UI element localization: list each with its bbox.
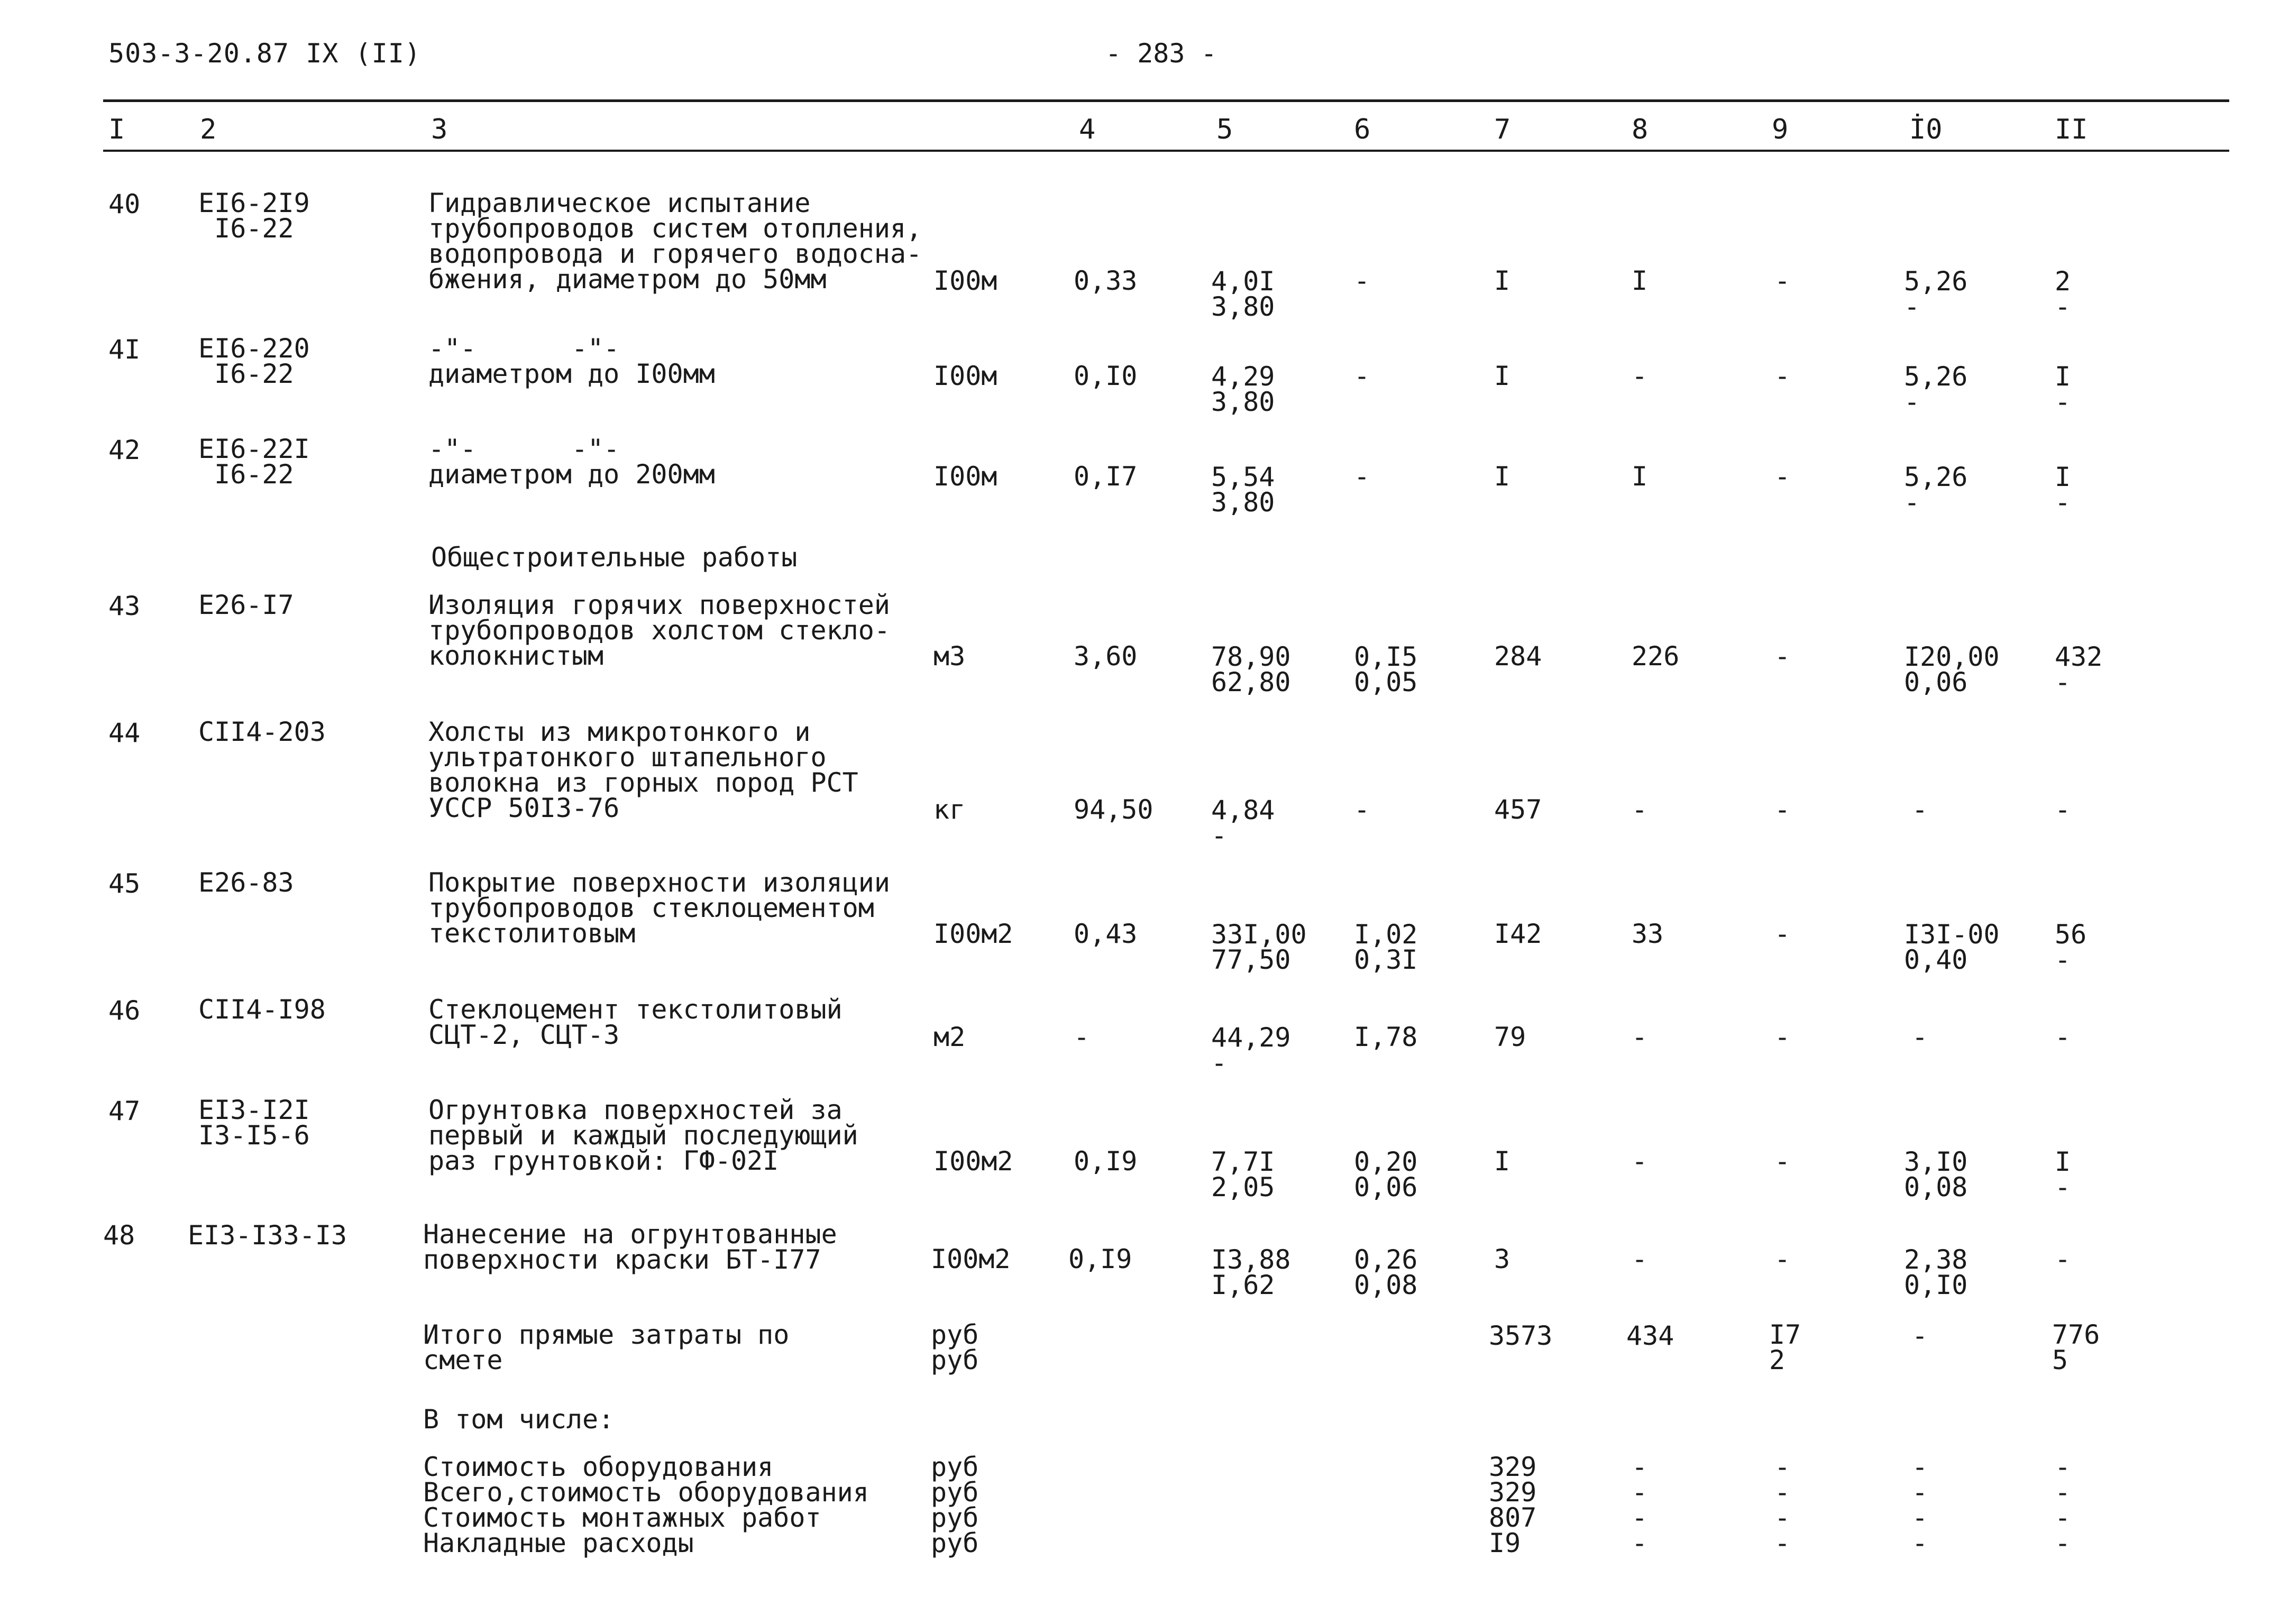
col-10: I20,00 0,06 <box>1904 641 2000 698</box>
col-8: I <box>1632 461 1648 492</box>
col-7: 284 <box>1494 641 1542 672</box>
unit-cost: I3,88 I,62 <box>1211 1244 1291 1300</box>
col-10: 5,26 - <box>1904 462 1968 518</box>
col-9: - <box>1774 794 1791 825</box>
quantity: 0,I0 <box>1074 361 1138 391</box>
col-9: - <box>1774 1146 1791 1177</box>
col-7: I <box>1494 265 1510 296</box>
totals-col-10: - <box>1912 1320 1928 1351</box>
rate-code: EI6-220 I6-22 <box>198 333 310 389</box>
col-7: I42 <box>1494 919 1542 949</box>
col-9: - <box>1774 361 1791 391</box>
breakdown-col-7: 329 329 807 I9 <box>1489 1452 1537 1558</box>
col-11: I - <box>2055 1146 2071 1203</box>
work-description: Холсты из микротонкого и ультратонкого штапельного волокна из горных пород РСТ УССР 50I3-76 <box>428 717 858 823</box>
col-9: - <box>1774 1244 1791 1274</box>
quantity: 0,43 <box>1074 919 1138 949</box>
breakdown-units: руб руб руб руб <box>931 1452 979 1558</box>
unit-cost: 78,90 62,80 <box>1211 641 1291 698</box>
col-11: - <box>2055 794 2071 825</box>
quantity: 0,I7 <box>1074 461 1138 492</box>
col-7: 79 <box>1494 1022 1526 1052</box>
col-10: - <box>1912 1022 1928 1052</box>
col-6: 0,I5 0,05 <box>1354 641 1418 698</box>
col-6: - <box>1354 361 1370 391</box>
column-header: 9 <box>1772 114 1789 145</box>
totals-col-7: 3573 <box>1489 1320 1553 1351</box>
col-6: - <box>1354 265 1370 296</box>
rate-code: CII4-I98 <box>198 994 326 1025</box>
col-9: - <box>1774 919 1791 949</box>
col-8: - <box>1632 1022 1648 1052</box>
quantity: 3,60 <box>1074 641 1138 672</box>
rate-code: E26-83 <box>198 867 294 898</box>
col-10: 2,38 0,I0 <box>1904 1244 1968 1300</box>
col-10: I3I-00 0,40 <box>1904 919 2000 975</box>
column-header: I <box>108 114 125 145</box>
totals-label: Итого прямые затраты по смете <box>423 1319 790 1375</box>
col-6: 0,20 0,06 <box>1354 1146 1418 1203</box>
unit: I00м <box>933 461 997 492</box>
col-7: I <box>1494 1146 1510 1177</box>
including-label: В том числе: <box>423 1404 615 1435</box>
unit: м2 <box>933 1022 966 1052</box>
unit: I00м2 <box>933 1146 1013 1177</box>
column-header: 6 <box>1354 114 1371 145</box>
quantity: 0,I9 <box>1068 1244 1132 1274</box>
row-number: 44 <box>108 718 141 748</box>
col-10: 5,26 - <box>1904 266 1968 322</box>
quantity: 94,50 <box>1074 794 1153 825</box>
column-header: 8 <box>1632 114 1649 145</box>
row-number: 43 <box>108 591 141 621</box>
col-8: - <box>1632 1146 1648 1177</box>
col-8: - <box>1632 1244 1648 1274</box>
page-number: - 283 - <box>1105 38 1217 69</box>
breakdown-col-9: - - - - <box>1774 1452 1791 1558</box>
unit-cost: 7,7I 2,05 <box>1211 1146 1275 1203</box>
quantity: - <box>1074 1022 1090 1052</box>
row-number: 48 <box>103 1220 135 1251</box>
col-11: I - <box>2055 361 2071 417</box>
column-header: 3 <box>431 114 448 145</box>
col-11: 432 - <box>2055 641 2103 698</box>
col-11: - <box>2055 1244 2071 1274</box>
column-header: 2 <box>200 114 217 145</box>
col-11: - <box>2055 1022 2071 1052</box>
rate-code: EI6-22I I6-22 <box>198 434 310 490</box>
unit-cost: 4,84 - <box>1211 795 1275 851</box>
col-10: 5,26 - <box>1904 361 1968 417</box>
quantity: 0,I9 <box>1074 1146 1138 1177</box>
col-6: I,78 <box>1354 1022 1418 1052</box>
unit: м3 <box>933 641 966 672</box>
work-description: -"- -"- диаметром до I00мм <box>428 333 715 389</box>
column-header: 5 <box>1216 114 1233 145</box>
column-header: 7 <box>1494 114 1511 145</box>
col-8: 33 <box>1632 919 1664 949</box>
totals-col-9: I7 2 <box>1769 1319 1801 1375</box>
totals-col-8: 434 <box>1626 1320 1674 1351</box>
rate-code: EI3-I33-I3 <box>188 1220 347 1251</box>
col-6: - <box>1354 794 1370 825</box>
work-description: Гидравлическое испытание трубопроводов систем отопления, водопровода и горячего водосна- бжения, диаметром до 50мм <box>428 188 922 295</box>
col-6: I,02 0,3I <box>1354 919 1418 975</box>
unit: кг <box>933 794 966 825</box>
col-7: I <box>1494 361 1510 391</box>
column-header: II <box>2055 114 2088 145</box>
row-number: 4I <box>108 334 141 365</box>
unit: I00м2 <box>931 1244 1011 1274</box>
totals-unit: руб руб <box>931 1319 979 1375</box>
quantity: 0,33 <box>1074 265 1138 296</box>
unit-cost: 5,54 3,80 <box>1211 462 1275 518</box>
unit: I00м <box>933 361 997 391</box>
work-description: -"- -"- диаметром до 200мм <box>428 434 715 490</box>
rate-code: CII4-203 <box>198 717 326 747</box>
col-10: - <box>1912 794 1928 825</box>
col-7: 457 <box>1494 794 1542 825</box>
col-11: 2 - <box>2055 266 2071 322</box>
work-description: Огрунтовка поверхностей за первый и каждый последующий раз грунтовкой: ГФ-02I <box>428 1095 858 1176</box>
rate-code: E26-I7 <box>198 590 294 620</box>
breakdown-labels: Стоимость оборудования Всего,стоимость оборудования Стоимость монтажных работ Накладные расходы <box>423 1452 869 1558</box>
col-9: - <box>1774 265 1791 296</box>
document-code: 503-3-20.87 IX (II) <box>108 38 421 69</box>
column-header: İ0 <box>1909 114 1943 145</box>
col-8: - <box>1632 361 1648 391</box>
row-number: 46 <box>108 995 141 1026</box>
col-8: I <box>1632 265 1648 296</box>
unit: I00м2 <box>933 919 1013 949</box>
col-7: 3 <box>1494 1244 1510 1274</box>
work-description: Изоляция горячих поверхностей трубопроводов холстом стекло- колокнистым <box>428 590 890 671</box>
breakdown-col-11: - - - - <box>2055 1452 2071 1558</box>
rate-code: EI3-I2I I3-I5-6 <box>198 1095 310 1151</box>
col-8: - <box>1632 794 1648 825</box>
row-number: 40 <box>108 189 141 219</box>
column-header: 4 <box>1079 114 1096 145</box>
col-6: 0,26 0,08 <box>1354 1244 1418 1300</box>
col-11: I - <box>2055 462 2071 518</box>
totals-col-11: 776 5 <box>2052 1319 2100 1375</box>
table-top-rule <box>103 99 2229 102</box>
breakdown-col-8: - - - - <box>1632 1452 1648 1558</box>
col-10: 3,I0 0,08 <box>1904 1146 1968 1203</box>
col-9: - <box>1774 641 1791 672</box>
unit-cost: 44,29 - <box>1211 1022 1291 1078</box>
work-description: Покрытие поверхности изоляции трубопроводов стеклоцементом текстолитовым <box>428 867 890 949</box>
row-number: 45 <box>108 868 141 899</box>
rate-code: EI6-2I9 I6-22 <box>198 188 310 244</box>
col-8: 226 <box>1632 641 1680 672</box>
unit: I00м <box>933 265 997 296</box>
work-description: Стеклоцемент текстолитовый СЦТ-2, СЦТ-3 <box>428 994 843 1050</box>
unit-cost: 33I,00 77,50 <box>1211 919 1307 975</box>
unit-cost: 4,29 3,80 <box>1211 361 1275 417</box>
col-7: I <box>1494 461 1510 492</box>
row-number: 47 <box>108 1096 141 1126</box>
section-title: Общестроительные работы <box>431 542 798 573</box>
col-6: - <box>1354 461 1370 492</box>
breakdown-col-10: - - - - <box>1912 1452 1928 1558</box>
col-9: - <box>1774 1022 1791 1052</box>
work-description: Нанесение на огрунтованные поверхности краски БТ-I77 <box>423 1219 837 1275</box>
col-11: 56 - <box>2055 919 2087 975</box>
row-number: 42 <box>108 435 141 465</box>
unit-cost: 4,0I 3,80 <box>1211 266 1275 322</box>
col-9: - <box>1774 461 1791 492</box>
header-underline <box>103 150 2229 152</box>
